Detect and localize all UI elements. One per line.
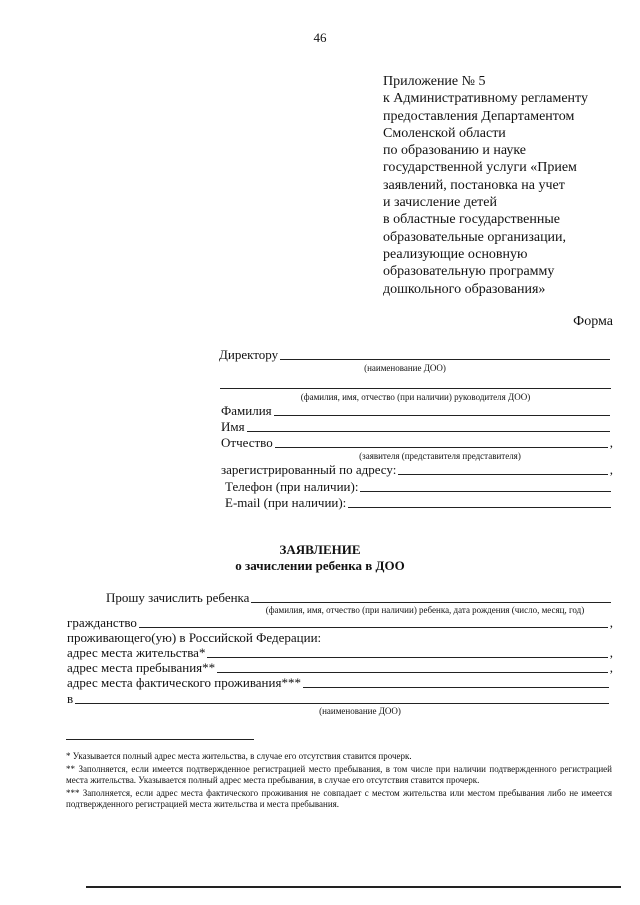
name-label: Имя <box>221 419 245 434</box>
actual-label: адрес места фактического проживания*** <box>67 675 301 690</box>
actual-row <box>67 674 609 690</box>
residence-row <box>67 644 613 660</box>
comma: , <box>609 435 613 450</box>
residing-row <box>67 629 613 645</box>
surname-row <box>221 402 610 418</box>
surname-field[interactable] <box>274 404 610 416</box>
appendix-line: заявлений, постановка на учет <box>383 177 565 193</box>
page-number: 46 <box>313 30 327 45</box>
footnote: ** Заполняется, если имеется подтвержденное регистрацией место пребывания, в том числе при наличии подтвержденного регистрацией места жительства. Указывается полный адрес места пребывания, в случае его отсутствия ставится прочерк. <box>66 764 612 785</box>
comma: , <box>609 645 613 660</box>
name-field[interactable] <box>247 420 610 432</box>
patronymic-row <box>221 434 613 450</box>
child-field[interactable] <box>251 591 611 603</box>
appendix-line: и зачисление детей <box>383 195 497 211</box>
patronymic-label: Отчество <box>221 435 273 450</box>
stay-field[interactable] <box>217 661 608 673</box>
appendix-line: Приложение № 5 <box>383 74 486 89</box>
appendix-block <box>383 73 588 298</box>
citizenship-row <box>67 614 613 630</box>
appendix-line: к Административному регламенту <box>383 91 588 107</box>
bottom-rule <box>86 886 621 888</box>
doo-name-hint: (наименование ДОО) <box>319 706 401 716</box>
phone-field[interactable] <box>360 480 611 492</box>
doo-row <box>67 690 609 706</box>
email-label: E-mail (при наличии): <box>225 495 347 510</box>
appendix-line: дошкольного образования» <box>383 281 546 297</box>
appendix-line: Смоленской области <box>383 125 506 141</box>
footnotes <box>66 751 612 812</box>
appendix-line: образовательные организации, <box>383 229 567 245</box>
residence-field[interactable] <box>207 646 607 658</box>
enroll-label: Прошу зачислить ребенка <box>106 590 250 605</box>
phone-label: Телефон (при наличии): <box>225 479 359 494</box>
appendix-line: государственной услуги «Прием <box>383 160 577 176</box>
doo-hint: (наименование ДОО) <box>364 363 446 373</box>
address-field[interactable] <box>398 463 607 475</box>
email-row <box>225 494 611 510</box>
document-title: ЗАЯВЛЕНИЕ <box>279 542 361 557</box>
appendix-line: реализующие основную <box>383 246 528 262</box>
name-row <box>221 418 610 434</box>
address-row <box>221 461 613 477</box>
appendix-line: образовательную программу <box>383 264 555 280</box>
in-label: в <box>67 691 74 706</box>
residence-label: адрес места жительства* <box>67 645 206 660</box>
form-label: Форма <box>573 314 613 329</box>
director-field[interactable] <box>280 348 610 360</box>
stay-label: адрес места пребывания** <box>67 660 216 675</box>
address-label: зарегистрированный по адресу: <box>221 462 397 477</box>
enroll-row <box>106 589 611 605</box>
head-name-hint: (фамилия, имя, отчество (при наличии) руководителя ДОО) <box>300 392 531 402</box>
stay-row <box>67 659 613 675</box>
patronymic-field[interactable] <box>275 436 608 448</box>
actual-field[interactable] <box>303 676 609 688</box>
footnote: * Указывается полный адрес места жительства, в случае его отсутствия ставится прочерк. <box>66 751 412 761</box>
head-name-field[interactable] <box>220 388 611 389</box>
footnote: *** Заполняется, если адрес места фактического проживания не совпадает с местом жительства или местом пребывания либо не имеется подтвержденного регистрацией места жительства и места пребывания. <box>66 788 612 809</box>
director-row <box>219 346 610 362</box>
citizenship-label: гражданство <box>67 615 137 630</box>
appendix-line: предоставления Департаментом <box>383 108 575 124</box>
email-field[interactable] <box>348 496 611 508</box>
footnote-separator <box>66 739 254 740</box>
appendix-line: в областные государственные <box>383 212 560 228</box>
citizenship-field[interactable] <box>139 616 608 628</box>
doo-field[interactable] <box>75 692 609 704</box>
comma: , <box>609 615 613 630</box>
document-subtitle: о зачислении ребенка в ДОО <box>235 558 405 573</box>
residing-label: проживающего(ую) в Российской Федерации: <box>67 630 322 645</box>
comma: , <box>609 660 613 675</box>
appendix-line: по образованию и науке <box>383 143 527 159</box>
comma: , <box>609 462 613 477</box>
applicant-hint: (заявителя (представителя представителя) <box>359 451 521 461</box>
child-hint: (фамилия, имя, отчество (при наличии) ребенка, дата рождения (число, месяц, год) <box>265 605 585 615</box>
surname-label: Фамилия <box>221 403 272 418</box>
phone-row <box>225 478 611 494</box>
director-label: Директору <box>219 347 279 362</box>
